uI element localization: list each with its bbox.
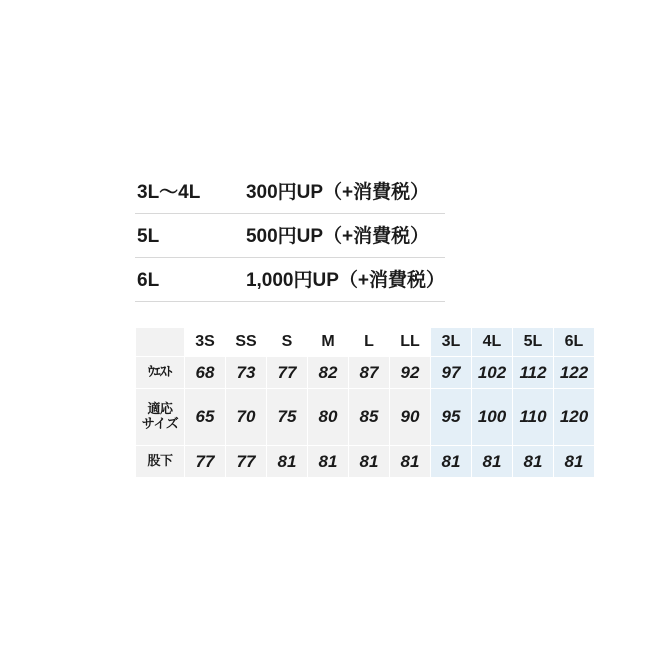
size-header-ss: SS	[226, 328, 267, 357]
table-row	[135, 258, 445, 302]
fit-4l: 100	[472, 389, 513, 446]
table-row	[135, 170, 445, 214]
size-header-3s: 3S	[185, 328, 226, 357]
size-header-m: M	[308, 328, 349, 357]
inseam-l: 81	[349, 446, 390, 478]
fit-5l: 110	[513, 389, 554, 446]
inseam-ll: 81	[390, 446, 431, 478]
size-header-ll: LL	[390, 328, 431, 357]
size-header-5l: 5L	[513, 328, 554, 357]
inseam-4l: 81	[472, 446, 513, 478]
size-measurement-table	[135, 327, 595, 478]
price-row-amount: 1,000円UP（+消費税）	[245, 270, 445, 291]
price-row-size: 6L	[137, 270, 160, 291]
waist-6l: 122	[554, 357, 595, 389]
waist-4l: 102	[472, 357, 513, 389]
inseam-ss: 77	[226, 446, 267, 478]
price-row-amount: 500円UP（+消費税）	[245, 226, 430, 247]
size-chart-corner-cell	[136, 328, 185, 357]
price-row-size: 5L	[137, 226, 160, 247]
table-row	[136, 357, 595, 389]
waist-5l: 112	[513, 357, 554, 389]
fit-l: 85	[349, 389, 390, 446]
waist-l: 87	[349, 357, 390, 389]
row-label-fit-size-line2: サイズ	[141, 416, 179, 431]
price-row-size: 3L〜4L	[137, 182, 201, 203]
size-header-6l: 6L	[554, 328, 595, 357]
table-row	[136, 389, 595, 446]
table-row	[136, 446, 595, 478]
fit-6l: 120	[554, 389, 595, 446]
row-label-fit-size	[136, 389, 185, 446]
size-header-4l: 4L	[472, 328, 513, 357]
price-surcharge-table	[135, 170, 445, 302]
waist-s: 77	[267, 357, 308, 389]
fit-3s: 65	[185, 389, 226, 446]
waist-3l: 97	[431, 357, 472, 389]
size-header-l: L	[349, 328, 390, 357]
price-row-amount: 300円UP（+消費税）	[245, 182, 430, 203]
row-label-inseam: 股下	[136, 446, 185, 478]
inseam-6l: 81	[554, 446, 595, 478]
fit-ss: 70	[226, 389, 267, 446]
inseam-m: 81	[308, 446, 349, 478]
waist-ss: 73	[226, 357, 267, 389]
table-row	[135, 214, 445, 258]
fit-s: 75	[267, 389, 308, 446]
waist-ll: 92	[390, 357, 431, 389]
fit-3l: 95	[431, 389, 472, 446]
size-header-3l: 3L	[431, 328, 472, 357]
inseam-3l: 81	[431, 446, 472, 478]
row-label-waist: ｳｴｽﾄ	[136, 357, 185, 389]
inseam-s: 81	[267, 446, 308, 478]
fit-ll: 90	[390, 389, 431, 446]
waist-m: 82	[308, 357, 349, 389]
waist-3s: 68	[185, 357, 226, 389]
row-label-fit-size-line1: 適応	[147, 401, 173, 417]
size-chart-header-row	[136, 328, 595, 357]
size-header-s: S	[267, 328, 308, 357]
fit-m: 80	[308, 389, 349, 446]
inseam-5l: 81	[513, 446, 554, 478]
inseam-3s: 77	[185, 446, 226, 478]
